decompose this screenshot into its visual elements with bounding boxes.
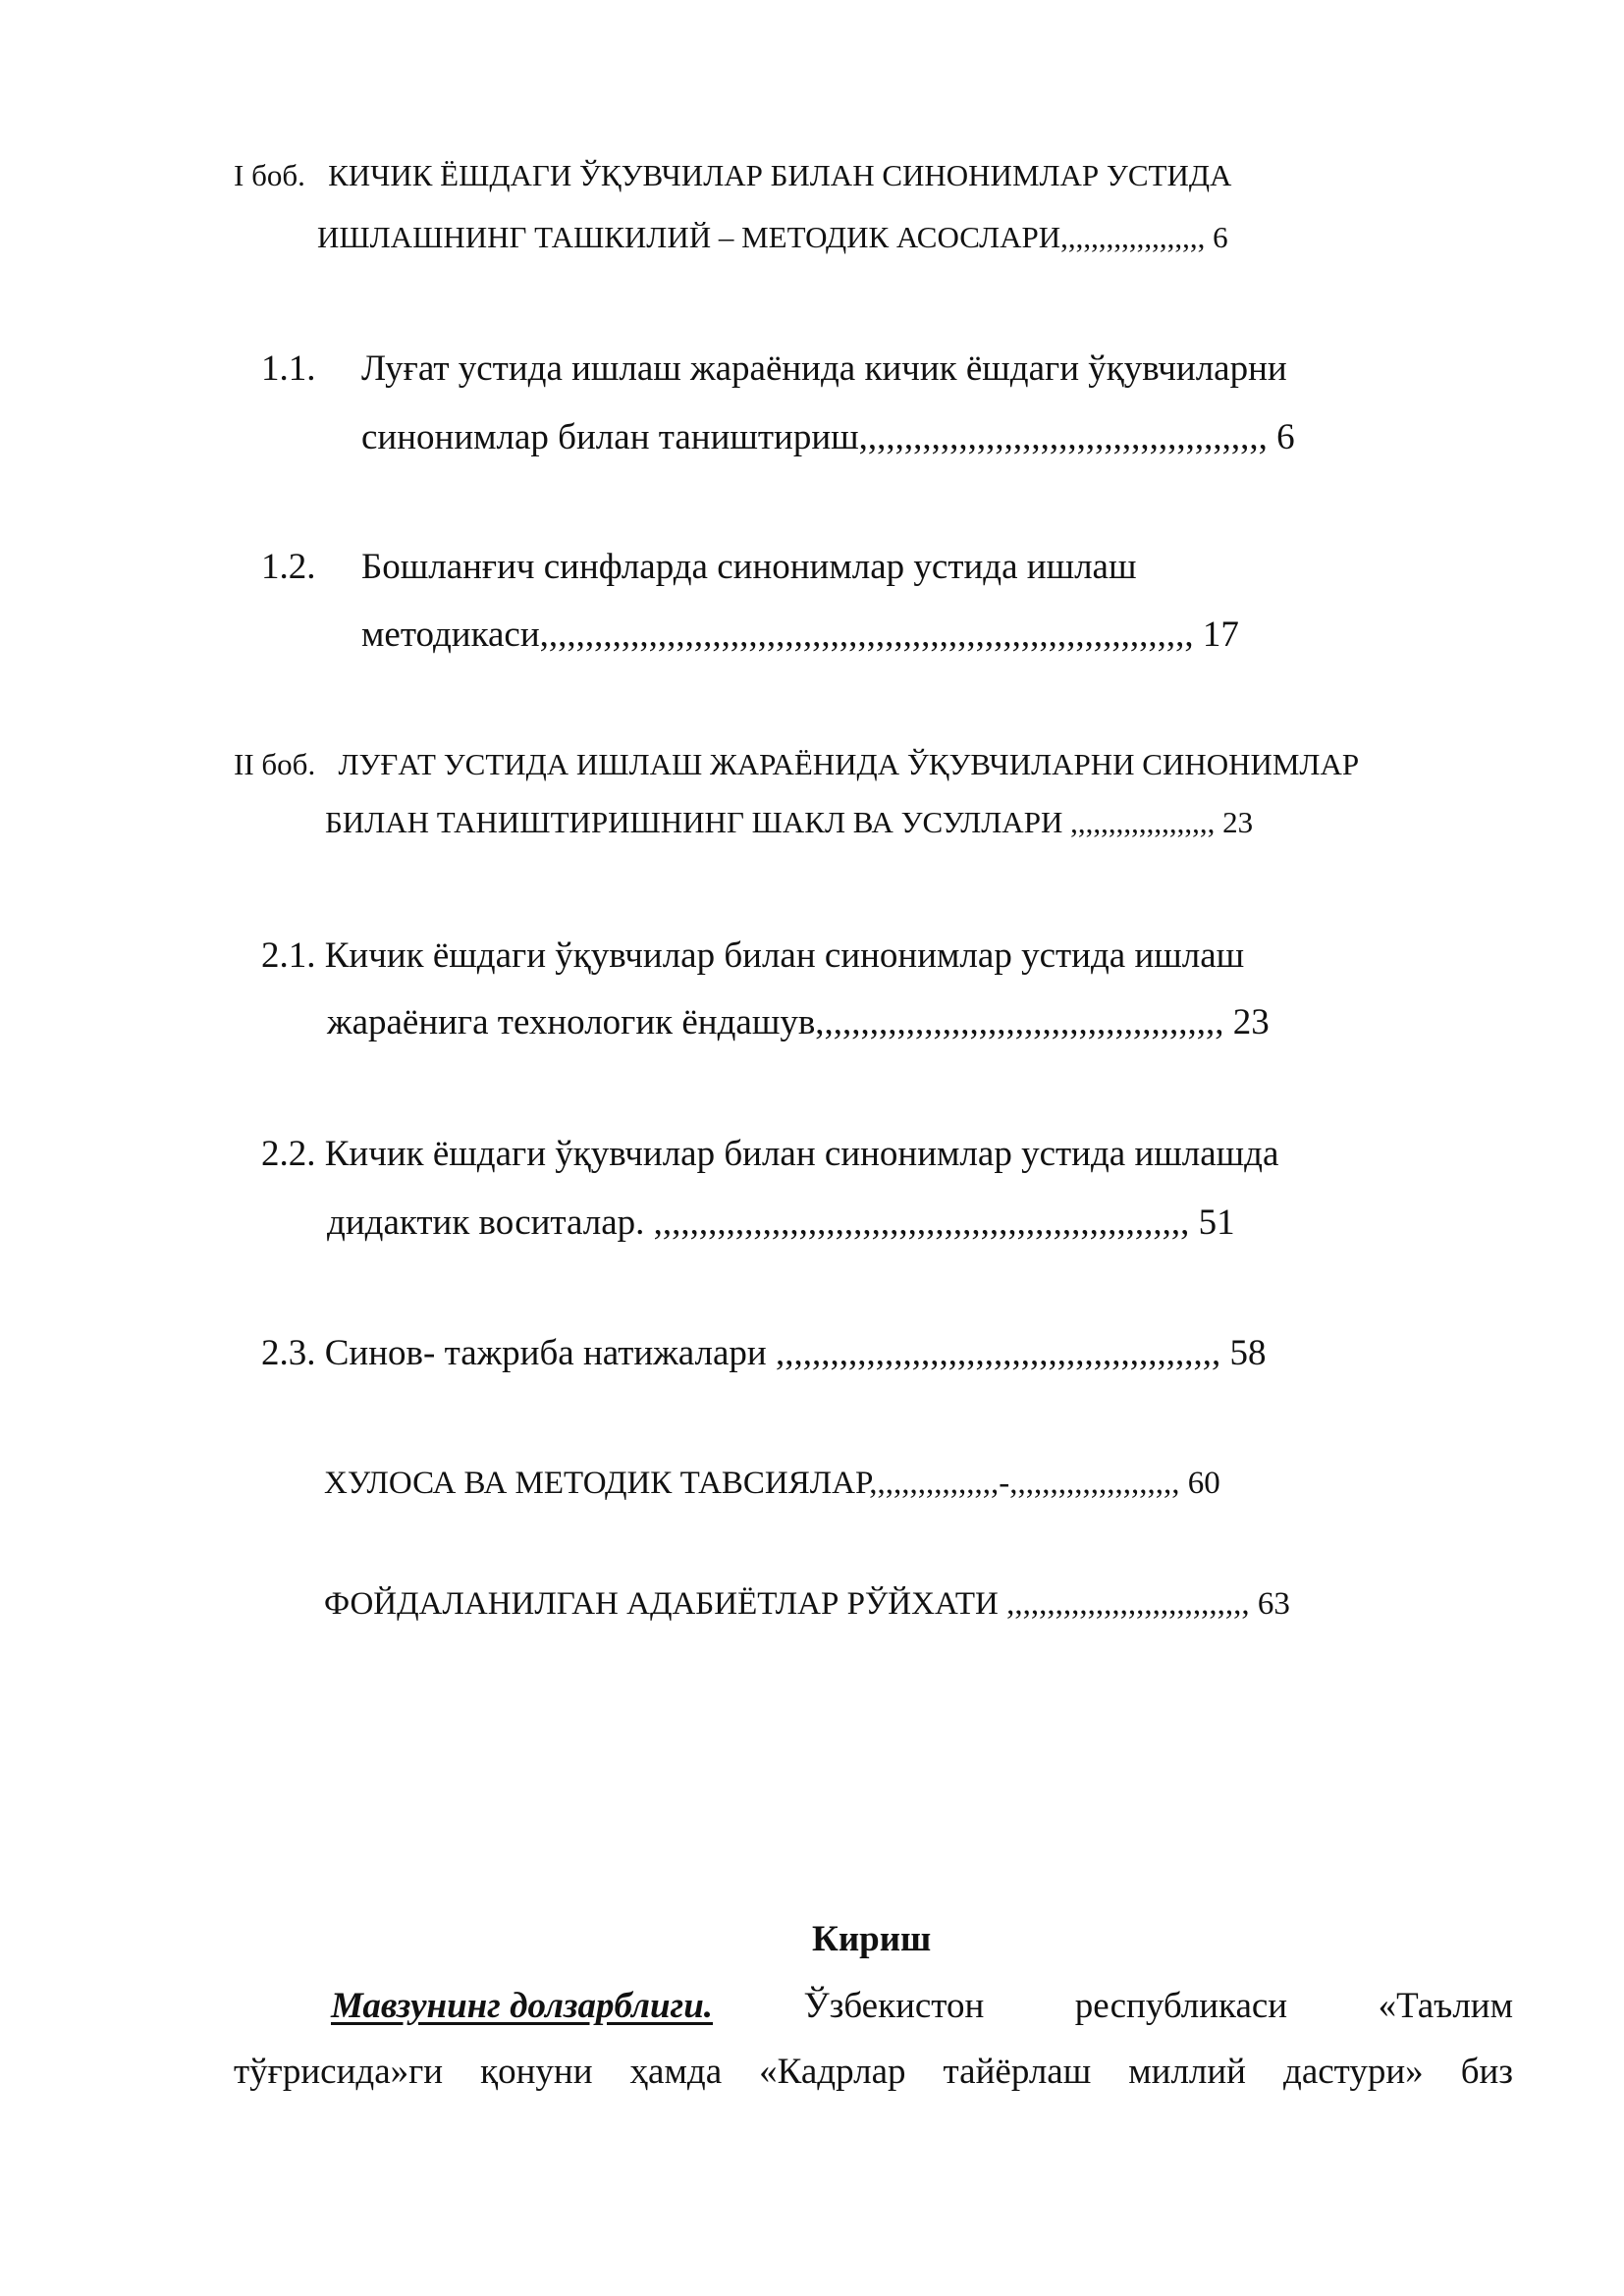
intro-word: «Таълим	[1378, 1986, 1513, 2026]
toc-conclusion: ХУЛОСА ВА МЕТОДИК ТАВСИЯЛАР,,,,,,,,,,,,,,,,-,,,,,,,,,,,,,,,,,,,,, 60	[324, 1466, 1220, 1501]
intro-word: қонуни	[480, 2052, 593, 2092]
intro-word: миллий	[1128, 2052, 1246, 2092]
toc-references: ФОЙДАЛАНИЛГАН АДАБИЁТЛАР РЎЙХАТИ ,,,,,,,,,,,,,,,,,,,,,,,,,,,,,, 63	[324, 1586, 1290, 1622]
intro-line1	[331, 1988, 1513, 2024]
toc-chapter1-title-line2: ИШЛАШНИНГ ТАШКИЛИЙ – МЕТОДИК АСОСЛАРИ,,,,,,,,,,,,,,,,,,, 6	[317, 220, 1228, 254]
toc-section-1-2-line1	[261, 549, 1136, 585]
toc-chapter1-number: I боб.	[234, 158, 305, 192]
toc-section-1-1-line1	[261, 350, 1287, 387]
toc-chapter1-line1	[234, 160, 1231, 190]
toc-chapter2-number: II боб.	[234, 747, 316, 781]
intro-word: Ўзбекистон	[803, 1986, 985, 2026]
intro-line2	[234, 2054, 1513, 2090]
intro-word: «Кадрлар	[759, 2052, 906, 2092]
intro-heading: Кириш	[812, 1919, 932, 1959]
intro-lead-phrase: Мавзунинг долзарблиги.	[331, 1986, 714, 2026]
toc-chapter2-line1	[234, 749, 1359, 779]
toc-section-1-1-line2: синонимлар билан таништириш,,,,,,,,,,,,,,,,,,,,,,,,,,,,,,,,,,,,,,,,,,,,, 6	[361, 417, 1295, 457]
toc-section-2-1-line1: 2.1. Кичик ёшдаги ўқувчилар билан синонимлар устида ишлаш	[261, 935, 1245, 976]
toc-section-2-1-line2: жараёнига технологик ёндашув,,,,,,,,,,,,,,,,,,,,,,,,,,,,,,,,,,,,,,,,,,,,, 23	[327, 1002, 1270, 1042]
toc-chapter1-title-line1: КИЧИК ЁШДАГИ ЎҚУВЧИЛАР БИЛАН СИНОНИМЛАР УСТИДА	[328, 158, 1232, 192]
toc-section-1-2-number: 1.2.	[261, 547, 316, 587]
intro-word: биз	[1460, 2052, 1513, 2092]
toc-section-1-1-title: Луғат устида ишлаш жараёнида кичик ёшдаги ўқувчиларни	[361, 348, 1287, 389]
toc-section-2-3: 2.3. Синов- тажриба натижалари ,,,,,,,,,,,,,,,,,,,,,,,,,,,,,,,,,,,,,,,,,,,,,,,,, 58	[261, 1333, 1267, 1373]
toc-section-1-2-title: Бошланғич синфларда синонимлар устида ишлаш	[361, 547, 1137, 587]
toc-section-1-2-line2: методикаси,,,,,,,,,,,,,,,,,,,,,,,,,,,,,,,,,,,,,,,,,,,,,,,,,,,,,,,,,,,,,,,,,,,,,,,, 17	[361, 614, 1239, 655]
intro-word: республикаси	[1074, 1986, 1288, 2026]
intro-word: тўғрисида»ги	[234, 2052, 444, 2092]
toc-chapter2-title-line1: ЛУҒАТ УСТИДА ИШЛАШ ЖАРАЁНИДА ЎҚУВЧИЛАРНИ СИНОНИМЛАР	[338, 747, 1360, 781]
toc-section-2-2-line1: 2.2. Кичик ёшдаги ўқувчилар билан синонимлар устида ишлашда	[261, 1134, 1279, 1174]
toc-section-1-1-number: 1.1.	[261, 348, 316, 389]
intro-word: тайёрлаш	[943, 2052, 1092, 2092]
toc-chapter2-title-line2: БИЛАН ТАНИШТИРИШНИНГ ШАКЛ ВА УСУЛЛАРИ ,,,,,,,,,,,,,,,,,,, 23	[325, 805, 1254, 839]
toc-section-2-2-line2: дидактик воситалар. ,,,,,,,,,,,,,,,,,,,,,,,,,,,,,,,,,,,,,,,,,,,,,,,,,,,,,,,,,,, 51	[327, 1202, 1235, 1243]
intro-word: ҳамда	[629, 2052, 723, 2092]
intro-word: дастури»	[1283, 2052, 1424, 2092]
